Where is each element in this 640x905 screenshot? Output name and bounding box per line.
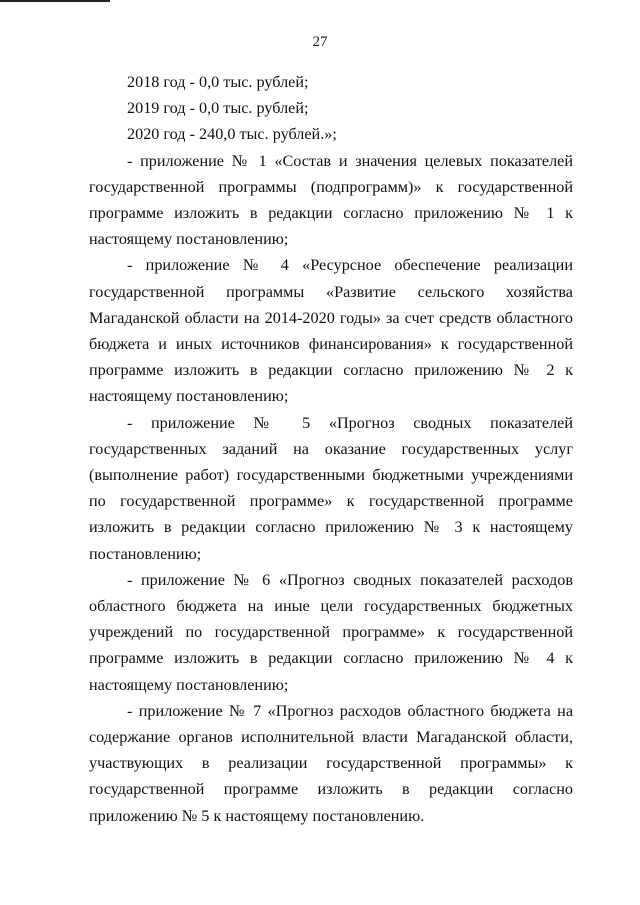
paragraph-appendix-4: - приложение № 4 «Ресурсное обеспечение реализации государственной программы «Развитие сельского хозяйства Магаданской области на 2014-2020 годы» за счет средств областного бюджета и иных источников финансирования» к государственной программе изложить в редакции согласно приложению № 2 к настоящему постановлению; [89, 256, 573, 406]
scan-edge-mark [0, 0, 110, 2]
document-body [89, 69, 573, 829]
paragraph-appendix-1: - приложение № 1 «Состав и значения целевых показателей государственной программы (подпрограмм)» к государственной программе изложить в редакции согласно приложению № 1 к настоящему постановлению; [89, 151, 573, 249]
paragraph-appendix-5: - приложение № 5 «Прогноз сводных показателей государственных заданий на оказание государственных услуг (выполнение работ) государственными бюджетными учреждениями по государственной программе» к государственной программе изложить в редакции согласно приложению № 3 к настоящему постановлению; [89, 413, 573, 563]
page-number: 27 [312, 34, 328, 50]
paragraph-appendix-7: - приложение № 7 «Прогноз расходов областного бюджета на содержание органов исполнительной власти Магаданской области, участвующих в реализации государственной программы» к государственной программе изложить в редакции согласно приложению № 5 к настоящему постановлению. [89, 701, 573, 825]
budget-line-2020: 2020 год - 240,0 тыс. рублей.»; [127, 125, 337, 144]
paragraph-appendix-6: - приложение № 6 «Прогноз сводных показателей расходов областного бюджета на иные цели государственных бюджетных учреждений по государственной программе» к государственной программе изложить в редакции согласно приложению № 4 к настоящему постановлению; [89, 570, 573, 694]
budget-line-2018: 2018 год - 0,0 тыс. рублей; [127, 73, 309, 91]
budget-line-2019: 2019 год - 0,0 тыс. рублей; [127, 99, 309, 118]
